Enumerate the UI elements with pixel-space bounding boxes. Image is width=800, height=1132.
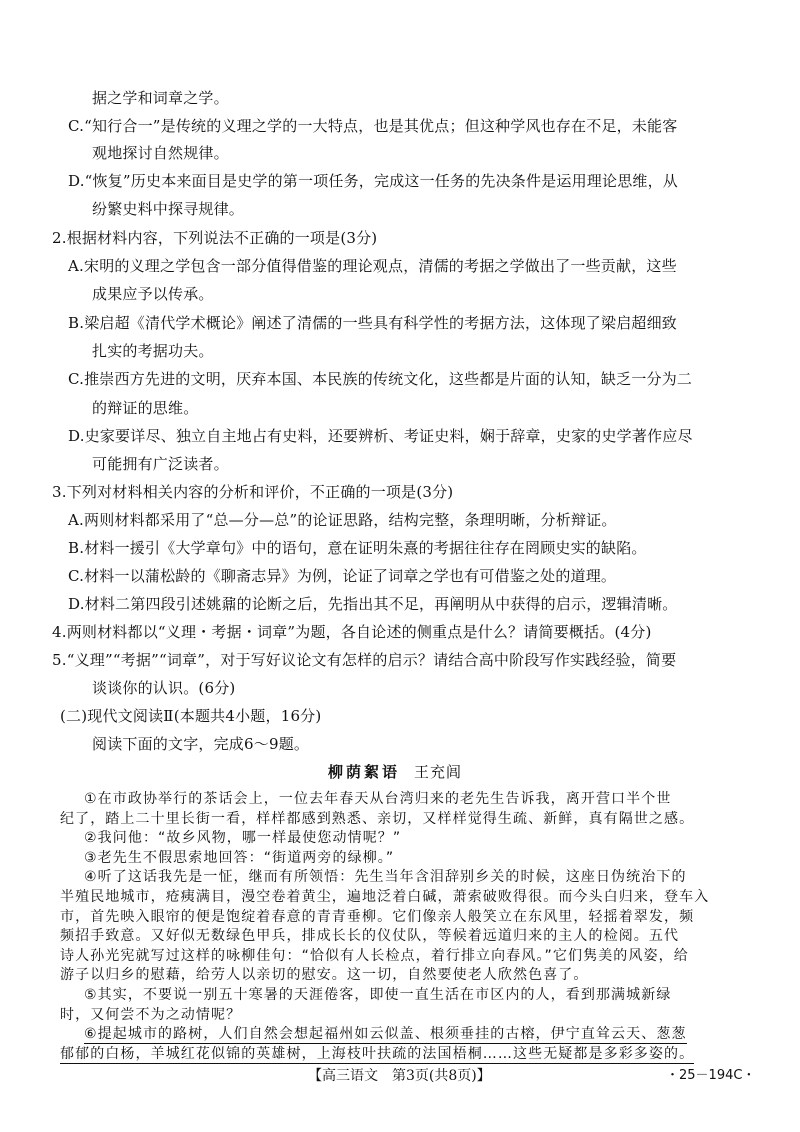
text-line: 据之学和词章之学。 [92, 89, 229, 107]
paragraph-line: 纪了，踏上二十里长街一看，样样都感到熟悉、亲切，又样样觉得生疏、新鲜，真有隔世之感。 [60, 811, 695, 827]
paragraph-line: ③老先生不假思索地回答：“街道两旁的绿柳。” [84, 850, 395, 866]
paragraph-line: ⑤其实，不要说一别五十寒暑的天涯倦客，即使一直生活在市区内的人，看到那满城新绿 [84, 987, 672, 1003]
text-line: 观地探讨自然规律。 [92, 144, 229, 162]
option-b-line: B.材料一援引《大学章句》中的语句，意在证明朱熹的考据往往存在罔顾史实的缺陷。 [68, 539, 647, 557]
question-5: 5.“义理”“考据”“词章”，对于写好议论文有怎样的启示？请结合高中阶段写作实践经验，简要 [52, 651, 677, 669]
question-2: 2.根据材料内容，下列说法不正确的一项是(3分) [52, 229, 378, 247]
option-c-line: C.推崇西方先进的文明，厌弃本国、本民族的传统文化，这些都是片面的认知，缺乏一分为二 [68, 370, 693, 388]
paragraph-line [60, 1045, 694, 1063]
paragraph-line: ④听了这话我先是一怔，继而有所领悟：先生当年含泪辞别乡关的时候，这座日伪统治下的 [84, 869, 687, 885]
article-title-row [328, 762, 462, 782]
section-heading: (二)现代文阅读Ⅱ(本题共4小题，16分) [60, 707, 322, 725]
text-line: 成果应予以传承。 [92, 285, 214, 303]
question-3: 3.下列对材料相关内容的分析和评价，不正确的一项是(3分) [52, 483, 454, 501]
text-line: 的辩证的思维。 [92, 399, 199, 417]
option-d-line: D.史家要详尽、独立自主地占有史料，还要辨析、考证史料，娴于辞章，史家的史学著作应尽 [68, 427, 693, 445]
paragraph-line: ①在市政协举行的茶话会上，一位去年春天从台湾归来的老先生告诉我，离开营口半个世 [84, 791, 672, 807]
article-author: 王充闾 [414, 763, 463, 781]
paragraph-line: ②我问他：“故乡风物，哪一样最使您动情呢？” [84, 830, 402, 846]
option-d-line: D.材料二第四段引述姚鼐的论断之后，先指出其不足，再阐明从中获得的启示，逻辑清晰。 [68, 595, 678, 613]
option-c-line: C.材料一以蒲松龄的《聊斋志异》为例，论证了词章之学也有可借鉴之处的道理。 [68, 567, 617, 585]
paragraph-line: 频招手致意。又好似无数绿色甲兵，排成长长的仪仗队，等候着远道归来的主人的检阅。五代 [60, 928, 680, 944]
option-a-line: A.两则材料都采用了“总—分—总”的论证思路，结构完整，条理明晰，分析辩证。 [68, 511, 617, 529]
text-line: 纷繁史料中探寻规律。 [92, 200, 245, 218]
text-line: 扎实的考据功夫。 [92, 342, 214, 360]
underlined-text: 郁郁的白杨，羊城红花似锦的英雄树，上海枝叶扶疏的法国梧桐……这些无疑都是多彩多姿的。 [60, 1046, 695, 1062]
footer-code: ・25－194C・ [666, 1068, 756, 1083]
paragraph-line: 游子以归乡的慰藉，给劳人以亲切的慰安。这一切，自然要使老人欣然色喜了。 [60, 967, 589, 983]
option-b-line: B.梁启超《清代学术概论》阐述了清儒的一些具有科学性的考据方法，这体现了梁启超细致 [68, 314, 677, 332]
option-a-line: A.宋明的义理之学包含一部分值得借鉴的理论观点，清儒的考据之学做出了一些贡献，这些 [68, 257, 677, 275]
page-footer [0, 1066, 800, 1090]
paragraph-line: 诗人孙光宪就写过这样的咏柳佳句：“恰似有人长检点，着行排立向春风。”它们隽美的风姿，给 [60, 948, 689, 964]
paragraph-line: 时，又何尝不为之动情呢？ [60, 1007, 242, 1023]
paragraph-line: 半殖民地城市，疮痍满目，漫空卷着黄尘，遍地泛着白碱，萧索破败得很。而今头白归来，登车入 [60, 889, 710, 905]
text-line: 谈谈你的认识。(6分) [92, 679, 236, 697]
paragraph-line [84, 1025, 687, 1043]
option-c-line: C.“知行合一”是传统的义理之学的一大特点，也是其优点；但这种学风也存在不足，未能客 [68, 117, 678, 135]
paragraph-line: 市，首先映入眼帘的便是饱绽着春意的青青垂柳。它们像亲人般笑立在东风里，轻摇着翠发，频 [60, 909, 695, 925]
question-4: 4.两则材料都以“义理・考据・词章”为题，各自论述的侧重点是什么？请简要概括。(4分) [52, 623, 652, 641]
instruction: 阅读下面的文字，完成6～9题。 [92, 735, 310, 753]
underlined-text: ⑥提起城市的路树，人们自然会想起福州如云似盖、根须垂挂的古榕，伊宁直耸云天、葱葱 [84, 1026, 687, 1042]
text-line: 可能拥有广泛读者。 [92, 455, 229, 473]
article-title: 柳荫絮语 [328, 763, 401, 781]
footer-page-info: 【高三语文 第3页(共8页)】 [308, 1068, 491, 1084]
option-d-line: D.“恢复”历史本来面目是史学的第一项任务，完成这一任务的先决条件是运用理论思维，从 [68, 172, 679, 190]
